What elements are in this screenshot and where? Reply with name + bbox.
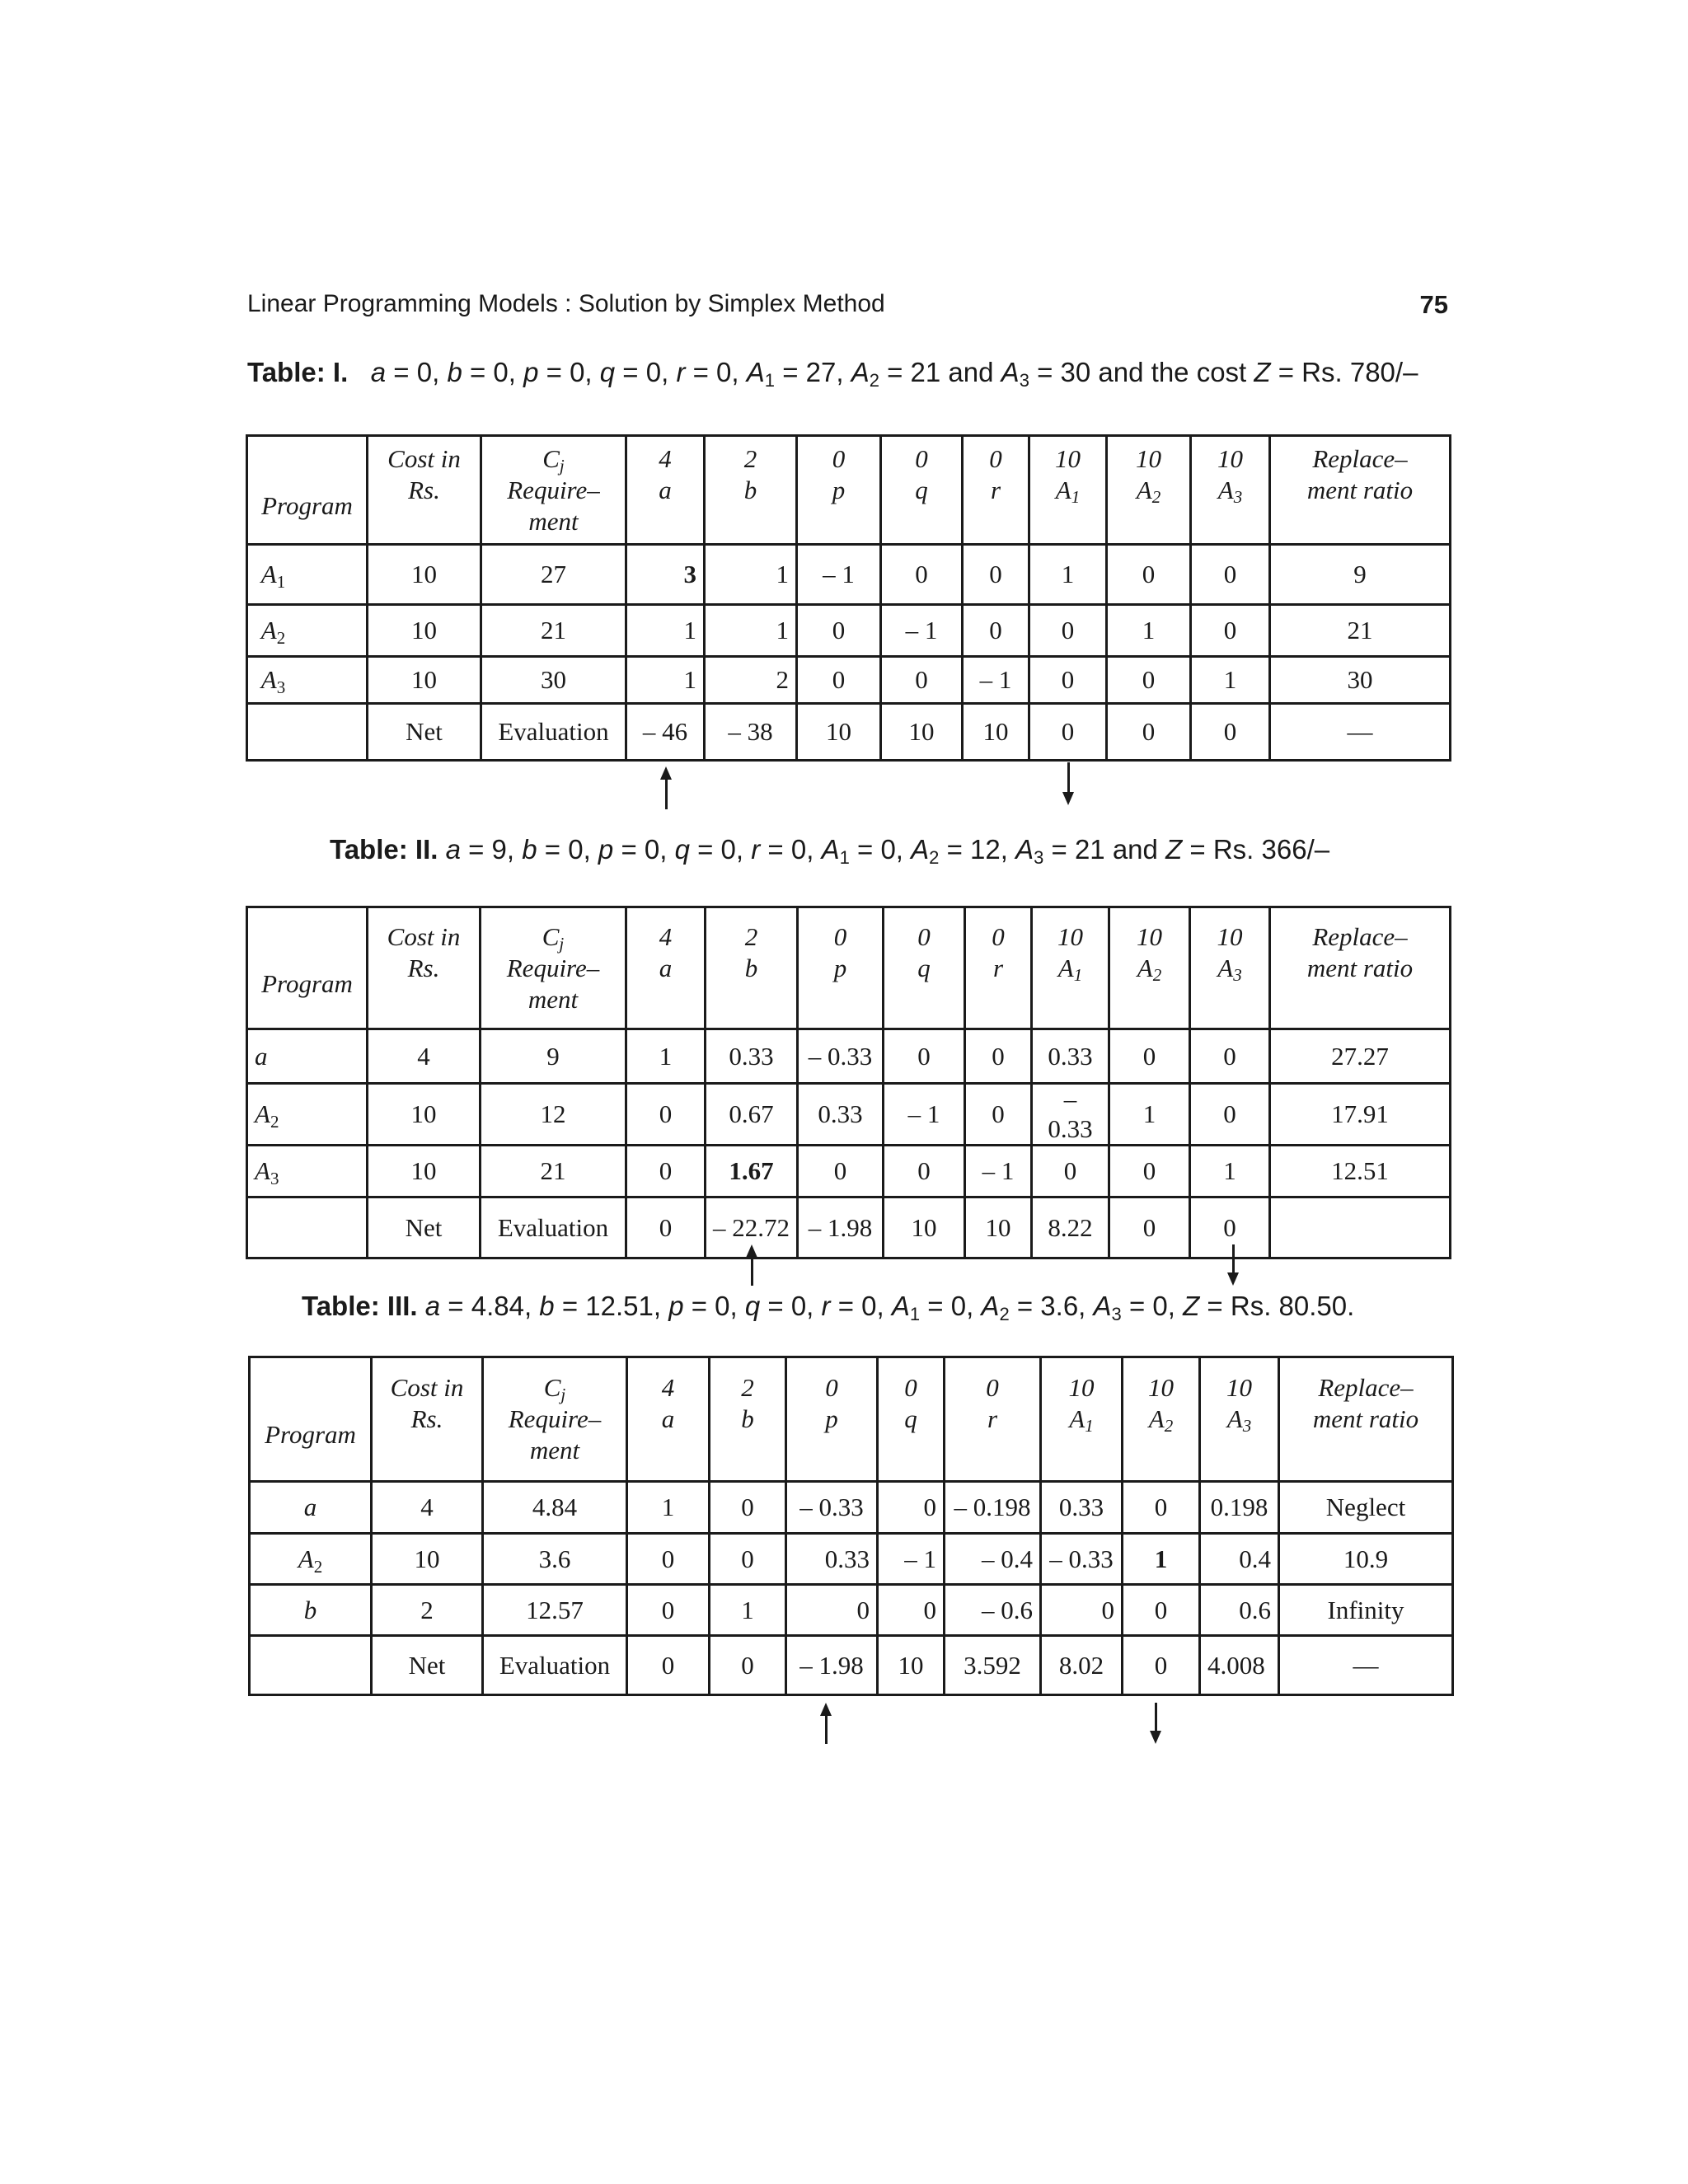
evaluation-label: Evaluation <box>481 704 626 761</box>
program-header: Program <box>247 907 368 1029</box>
pivot-cell: 1 <box>1123 1534 1200 1585</box>
table-row <box>247 1084 1451 1146</box>
value-cell: 0 <box>881 545 963 605</box>
requirement-cell: 3.6 <box>483 1534 627 1585</box>
value-cell: 0 <box>1191 605 1270 657</box>
value-cell: 0 <box>1123 1482 1200 1534</box>
cost-cell: 10 <box>368 545 481 605</box>
value-cell: – 1 <box>963 657 1029 704</box>
var-header: 10 $A_3$ <box>1191 436 1270 545</box>
requirement-cell: 21 <box>481 605 626 657</box>
value-cell: 1 <box>710 1585 786 1636</box>
cost-cell: 10 <box>368 1146 481 1197</box>
table1-caption <box>247 357 1418 391</box>
ratio-cell <box>1270 1197 1451 1258</box>
var-header: 0 p <box>797 436 881 545</box>
program-cell: $A_2$ <box>250 1534 372 1585</box>
value-cell: 0.198 <box>1200 1482 1279 1534</box>
value-cell: – 1 <box>881 605 963 657</box>
cost-cell: 10 <box>372 1534 483 1585</box>
value-cell: 0.67 <box>706 1084 798 1146</box>
var-header: 10 $A_1$ <box>1041 1357 1123 1482</box>
value-cell: 1 <box>1109 1084 1190 1146</box>
value-cell: 0 <box>627 1534 710 1585</box>
value-cell: – 0.33 <box>1041 1534 1123 1585</box>
requirement-cell: 27 <box>481 545 626 605</box>
value-cell: 0 <box>1123 1585 1200 1636</box>
value-cell: – 0.198 <box>945 1482 1041 1534</box>
net-cell: 0 <box>710 1636 786 1695</box>
ratio-header: Replace– ment ratio <box>1270 907 1451 1029</box>
net-evaluation-row <box>247 1197 1451 1258</box>
program-cell: $A_3$ <box>247 657 368 704</box>
value-cell: 1 <box>626 605 705 657</box>
value-cell: 0 <box>1107 657 1191 704</box>
var-header: 10 $A_2$ <box>1109 907 1190 1029</box>
value-cell: 0.33 <box>798 1084 884 1146</box>
simplex-table-2 <box>246 906 1451 1259</box>
value-cell: 2 <box>705 657 797 704</box>
var-header: 0 r <box>963 436 1029 545</box>
ratio-cell: 12.51 <box>1270 1146 1451 1197</box>
evaluation-label: Evaluation <box>483 1636 627 1695</box>
table3-caption-text: a = 4.84, b = 12.51, p = 0, q = 0, r = 0, $A_1 = 0$, $A_2 = 3.6$, $A_3 = 0$, Z = Rs. 80.50. <box>424 1291 1355 1324</box>
net-label: Net <box>372 1636 483 1695</box>
net-cell: 8.02 <box>1041 1636 1123 1695</box>
page-number: 75 <box>1419 290 1448 319</box>
cost-cell: 4 <box>368 1029 481 1084</box>
value-cell: 0 <box>710 1534 786 1585</box>
net-cell: 10 <box>965 1197 1032 1258</box>
net-cell: 0 <box>1190 1197 1270 1258</box>
net-label: Net <box>368 1197 481 1258</box>
pivot-cell: 3 <box>626 545 705 605</box>
table-row <box>247 657 1451 704</box>
net-cell: – 1.98 <box>798 1197 884 1258</box>
table-row <box>247 1029 1451 1084</box>
program-header: Program <box>250 1357 372 1482</box>
value-cell: 0.6 <box>1200 1585 1279 1636</box>
value-cell: – 0.33 <box>1032 1084 1109 1146</box>
simplex-table-1 <box>246 434 1451 762</box>
value-cell: 0 <box>627 1585 710 1636</box>
var-header: 2 b <box>705 436 797 545</box>
value-cell: – 1 <box>797 545 881 605</box>
net-cell: – 1.98 <box>786 1636 878 1695</box>
value-cell: – 1 <box>884 1084 965 1146</box>
table-row <box>247 545 1451 605</box>
var-header: 0 r <box>945 1357 1041 1482</box>
table1-caption-label: Table: I. <box>247 357 349 387</box>
net-cell: 10 <box>884 1197 965 1258</box>
ratio-cell: — <box>1270 704 1451 761</box>
net-cell: 10 <box>881 704 963 761</box>
value-cell: 0 <box>878 1482 945 1534</box>
value-cell: – 1 <box>965 1146 1032 1197</box>
value-cell: 0 <box>710 1482 786 1534</box>
value-cell: 0 <box>965 1084 1032 1146</box>
program-cell: b <box>250 1585 372 1636</box>
requirement-cell: 21 <box>481 1146 626 1197</box>
ratio-cell: 10.9 <box>1279 1534 1453 1585</box>
value-cell: 0 <box>1029 605 1107 657</box>
value-cell: 1 <box>626 1029 706 1084</box>
value-cell: 1 <box>1190 1146 1270 1197</box>
table-row <box>250 1585 1453 1636</box>
program-cell: $A_2$ <box>247 1084 368 1146</box>
requirement-cell: 9 <box>481 1029 626 1084</box>
var-header: 0 p <box>798 907 884 1029</box>
value-cell: 0 <box>1190 1029 1270 1084</box>
net-label: Net <box>368 704 481 761</box>
value-cell: 1 <box>705 545 797 605</box>
value-cell: 1 <box>1107 605 1191 657</box>
net-cell: 4.008 <box>1200 1636 1279 1695</box>
value-cell: 0.33 <box>706 1029 798 1084</box>
value-cell: 0 <box>1190 1084 1270 1146</box>
net-evaluation-row <box>250 1636 1453 1695</box>
table-row <box>247 605 1451 657</box>
table2-caption-text: a = 9, b = 0, p = 0, q = 0, r = 0, $A_1 = 0$, $A_2 = 12$, $A_3 = 21$ and Z = Rs. 366/– <box>445 834 1330 868</box>
table3-caption-label: Table: III. <box>302 1291 418 1321</box>
ratio-cell: Infinity <box>1279 1585 1453 1636</box>
value-cell: 0 <box>1032 1146 1109 1197</box>
value-cell: – 0.6 <box>945 1585 1041 1636</box>
net-cell: – 22.72 <box>706 1197 798 1258</box>
net-cell: 10 <box>963 704 1029 761</box>
cost-header: Cost in Rs. <box>372 1357 483 1482</box>
var-header: 10 $A_3$ <box>1200 1357 1279 1482</box>
var-header: 10 $A_1$ <box>1032 907 1109 1029</box>
header-row <box>247 436 1451 545</box>
net-cell: 0 <box>1123 1636 1200 1695</box>
var-header: 10 $A_2$ <box>1107 436 1191 545</box>
value-cell: 0 <box>1191 545 1270 605</box>
value-cell: 0.33 <box>1032 1029 1109 1084</box>
requirement-header: $C_j$ Require– ment <box>481 907 626 1029</box>
empty-cell <box>250 1636 372 1695</box>
net-cell: – 38 <box>705 704 797 761</box>
table2-caption-label: Table: II. <box>330 834 438 865</box>
ratio-cell: — <box>1279 1636 1453 1695</box>
net-cell: 10 <box>797 704 881 761</box>
net-cell: 3.592 <box>945 1636 1041 1695</box>
net-cell: 0 <box>627 1636 710 1695</box>
value-cell: 0.4 <box>1200 1534 1279 1585</box>
cost-cell: 10 <box>368 605 481 657</box>
ratio-cell: 30 <box>1270 657 1451 704</box>
value-cell: 0 <box>798 1146 884 1197</box>
var-header: 10 $A_3$ <box>1190 907 1270 1029</box>
table-row <box>250 1534 1453 1585</box>
table3-caption <box>302 1291 1354 1322</box>
value-cell: 0 <box>626 1084 706 1146</box>
table-row <box>250 1482 1453 1534</box>
program-cell: $A_3$ <box>247 1146 368 1197</box>
empty-cell <box>247 1197 368 1258</box>
simplex-table-3 <box>248 1356 1454 1696</box>
value-cell: 0 <box>1109 1146 1190 1197</box>
requirement-cell: 12.57 <box>483 1585 627 1636</box>
value-cell: 0 <box>786 1585 878 1636</box>
var-header: 0 q <box>878 1357 945 1482</box>
program-cell: $A_1$ <box>247 545 368 605</box>
value-cell: 0 <box>1109 1029 1190 1084</box>
value-cell: 0 <box>884 1029 965 1084</box>
net-cell: 0 <box>626 1197 706 1258</box>
value-cell: 0 <box>626 1146 706 1197</box>
cost-cell: 4 <box>372 1482 483 1534</box>
requirement-header: $C_j$ Require– ment <box>483 1357 627 1482</box>
var-header: 0 p <box>786 1357 878 1482</box>
value-cell: – 0.33 <box>798 1029 884 1084</box>
value-cell: 0 <box>1029 657 1107 704</box>
pivot-cell: 1.67 <box>706 1146 798 1197</box>
value-cell: 0 <box>965 1029 1032 1084</box>
cost-header: Cost in Rs. <box>368 907 481 1029</box>
var-header: 0 q <box>881 436 963 545</box>
header-row <box>247 907 1451 1029</box>
ratio-cell: 27.27 <box>1270 1029 1451 1084</box>
value-cell: 1 <box>1029 545 1107 605</box>
net-cell: – 46 <box>626 704 705 761</box>
var-header: 10 $A_2$ <box>1123 1357 1200 1482</box>
table1-caption-text: a = 0, b = 0, p = 0, q = 0, r = 0, $A_1 = 27$, $A_2 = 21$ and $A_3 = 30$ and the cost Z = Rs. 780/– <box>370 357 1418 391</box>
program-cell: a <box>247 1029 368 1084</box>
running-head-title: Linear Programming Models : Solution by Simplex Method <box>247 290 885 317</box>
net-cell: 0 <box>1109 1197 1190 1258</box>
value-cell: 1 <box>626 657 705 704</box>
evaluation-label: Evaluation <box>481 1197 626 1258</box>
cost-cell: 10 <box>368 657 481 704</box>
value-cell: 0 <box>963 605 1029 657</box>
var-header: 2 b <box>706 907 798 1029</box>
net-evaluation-row <box>247 704 1451 761</box>
value-cell: 0 <box>797 605 881 657</box>
program-cell: a <box>250 1482 372 1534</box>
ratio-header: Replace– ment ratio <box>1279 1357 1453 1482</box>
net-cell: 0 <box>1029 704 1107 761</box>
var-header: 0 q <box>884 907 965 1029</box>
var-header: 2 b <box>710 1357 786 1482</box>
var-header: 10 $A_1$ <box>1029 436 1107 545</box>
value-cell: 0 <box>797 657 881 704</box>
value-cell: 0 <box>963 545 1029 605</box>
cost-cell: 2 <box>372 1585 483 1636</box>
table2-caption <box>330 834 1330 868</box>
var-header: 4 a <box>627 1357 710 1482</box>
requirement-cell: 4.84 <box>483 1482 627 1534</box>
net-cell: 0 <box>1107 704 1191 761</box>
requirement-header: $C_j$ Require– ment <box>481 436 626 545</box>
net-cell: 0 <box>1191 704 1270 761</box>
requirement-cell: 12 <box>481 1084 626 1146</box>
net-cell: 10 <box>878 1636 945 1695</box>
value-cell: 0 <box>881 657 963 704</box>
net-cell: 8.22 <box>1032 1197 1109 1258</box>
value-cell: 0 <box>878 1585 945 1636</box>
value-cell: 0 <box>1041 1585 1123 1636</box>
cost-header: Cost in Rs. <box>368 436 481 545</box>
value-cell: 1 <box>705 605 797 657</box>
value-cell: 0.33 <box>1041 1482 1123 1534</box>
empty-cell <box>247 704 368 761</box>
value-cell: – 0.33 <box>786 1482 878 1534</box>
value-cell: 0 <box>884 1146 965 1197</box>
requirement-cell: 30 <box>481 657 626 704</box>
running-head <box>247 290 1448 331</box>
table-row <box>247 1146 1451 1197</box>
ratio-cell: 21 <box>1270 605 1451 657</box>
header-row <box>250 1357 1453 1482</box>
ratio-cell: 9 <box>1270 545 1451 605</box>
value-cell: 0 <box>1107 545 1191 605</box>
value-cell: 0.33 <box>786 1534 878 1585</box>
cost-cell: 10 <box>368 1084 481 1146</box>
ratio-cell: 17.91 <box>1270 1084 1451 1146</box>
var-header: 4 a <box>626 907 706 1029</box>
var-header: 4 a <box>626 436 705 545</box>
value-cell: 1 <box>627 1482 710 1534</box>
ratio-cell: Neglect <box>1279 1482 1453 1534</box>
program-cell: $A_2$ <box>247 605 368 657</box>
program-header: Program <box>247 436 368 545</box>
value-cell: 1 <box>1191 657 1270 704</box>
ratio-header: Replace– ment ratio <box>1270 436 1451 545</box>
var-header: 0 r <box>965 907 1032 1029</box>
value-cell: – 1 <box>878 1534 945 1585</box>
value-cell: – 0.4 <box>945 1534 1041 1585</box>
